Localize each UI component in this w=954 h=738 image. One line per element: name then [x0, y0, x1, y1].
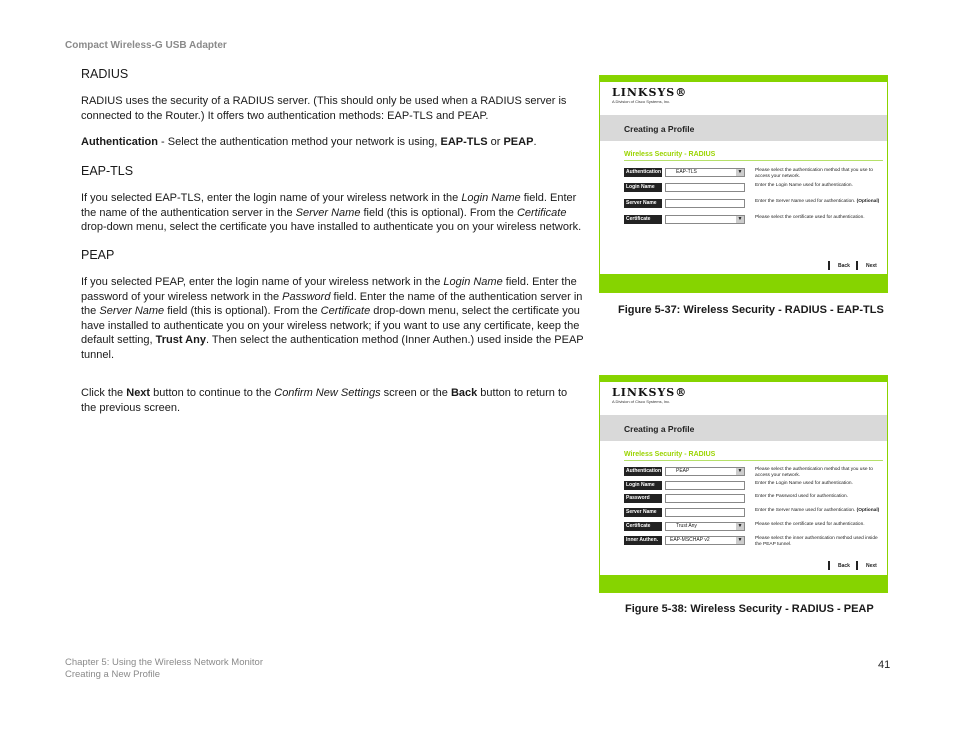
radius-heading: RADIUS — [81, 67, 129, 81]
field-label: Certificate — [624, 522, 662, 531]
authentication-select[interactable]: PEAP ▼ — [665, 467, 745, 476]
back-button[interactable]: Back — [838, 263, 850, 269]
help-text: Please select the authentication method that you use to access your network. — [755, 168, 873, 179]
field-label: Login Name — [624, 183, 662, 192]
dropdown-arrow-icon[interactable]: ▼ — [737, 537, 743, 543]
section-title: Wireless Security - RADIUS — [624, 151, 716, 158]
linksys-logo: LINKSYS® — [612, 386, 688, 399]
logo-subtitle: A Division of Cisco Systems, Inc. — [612, 399, 671, 404]
help-text: Enter the Server Name used for authentication. (Optional) — [755, 199, 880, 204]
field-label: Authentication — [626, 169, 661, 175]
field-label: Certificate — [624, 215, 662, 224]
radius-paragraph: RADIUS uses the security of a RADIUS server. (This should only be used when a RADIUS server is connected to the Router.) It offers two authentication methods: EAP-TLS and PEAP. — [81, 95, 567, 122]
dropdown-arrow-icon[interactable]: ▼ — [737, 523, 743, 529]
login-name-input[interactable] — [665, 183, 745, 192]
authentication-paragraph: Authentication - Select the authentication method your network is using, EAP-TLS or PEAP. — [81, 136, 537, 148]
server-name-input[interactable] — [665, 199, 745, 208]
back-button[interactable]: Back — [838, 563, 850, 569]
dropdown-arrow-icon[interactable]: ▼ — [737, 169, 743, 175]
dropdown-arrow-icon[interactable]: ▼ — [737, 216, 743, 222]
field-label: Password — [624, 494, 662, 503]
authentication-select[interactable]: EAP-TLS ▼ — [665, 168, 745, 177]
help-text: Enter the Password used for authentication. — [755, 494, 849, 499]
help-text: Please select the certificate used for authentication. — [755, 215, 865, 220]
eaptls-paragraph: If you selected EAP-TLS, enter the login name of your wireless network in the Login Name field. Enter the name of the authentication server in the Server Name field (this is optional). From the Certificate drop-down menu, select the certificate you have installed to authenticate you on your wireless network. — [81, 192, 582, 233]
help-text: Enter the Server Name used for authentication. (Optional) — [755, 508, 880, 513]
section-divider — [624, 460, 883, 461]
dropdown-arrow-icon[interactable]: ▼ — [737, 468, 743, 474]
field-label: Server Name — [624, 508, 662, 517]
divider-icon — [856, 261, 858, 270]
peap-paragraph: If you selected PEAP, enter the login name of your wireless network in the Login Name field. Enter the password of your wireless network in the Password field. Enter the name of the authentication server in the Server Name field (this is optional). From the Certificate drop-down menu, select the certificate you have installed to authenticate you on your wireless network; if you want to use any certificate, keep the default setting, Trust Any. Then select the authentication method (Inner Authen.) used inside the PEAP tunnel. — [81, 276, 584, 361]
password-input[interactable] — [665, 494, 745, 503]
figure-caption: Figure 5-37: Wireless Security - RADIUS - EAP-TLS — [618, 304, 884, 316]
figure-eaptls-screenshot — [599, 75, 888, 293]
help-text: Please select the authentication method that you use to access your network. — [755, 467, 873, 478]
help-text: Enter the Login Name used for authentication. — [755, 481, 853, 486]
running-header: Compact Wireless-G USB Adapter — [65, 40, 227, 51]
page-number: 41 — [878, 659, 891, 671]
field-label: Login Name — [624, 481, 662, 490]
field-label: Inner Authen. — [624, 536, 662, 545]
next-paragraph: Click the Next button to continue to the Confirm New Settings screen or the Back button to return to the previous screen. — [81, 387, 568, 414]
linksys-logo: LINKSYS® — [612, 86, 688, 99]
figure-peap-screenshot — [599, 375, 888, 593]
section-divider — [624, 160, 883, 161]
inner-authen-select[interactable]: EAP-MSCHAP v2 ▼ — [665, 536, 745, 545]
next-button[interactable]: Next — [866, 263, 877, 269]
field-label: Authentication — [626, 468, 661, 474]
screenshot-title: Creating a Profile — [624, 424, 695, 434]
screenshot-title: Creating a Profile — [624, 124, 695, 134]
help-text: Please select the certificate used for authentication. — [755, 522, 865, 527]
certificate-select[interactable] — [665, 215, 745, 224]
section-title: Wireless Security - RADIUS — [624, 451, 716, 458]
footer-section: Creating a New Profile — [65, 669, 161, 680]
certificate-select[interactable]: Trust Any ▼ — [665, 522, 745, 531]
screenshot-bottom-bar — [600, 575, 887, 592]
logo-subtitle: A Division of Cisco Systems, Inc. — [612, 99, 671, 104]
divider-icon — [828, 561, 830, 570]
next-button[interactable]: Next — [866, 563, 877, 569]
help-text: Enter the Login Name used for authentication. — [755, 183, 853, 188]
server-name-input[interactable] — [665, 508, 745, 517]
login-name-input[interactable] — [665, 481, 745, 490]
screenshot-top-bar — [600, 376, 887, 382]
peap-heading: PEAP — [81, 248, 115, 262]
eaptls-heading: EAP-TLS — [81, 164, 134, 178]
footer-chapter: Chapter 5: Using the Wireless Network Monitor — [65, 657, 263, 668]
screenshot-top-bar — [600, 76, 887, 82]
help-text: Please select the inner authentication method used inside the PEAP tunnel. — [755, 536, 878, 547]
field-label: Server Name — [624, 199, 662, 208]
divider-icon — [828, 261, 830, 270]
figure-caption: Figure 5-38: Wireless Security - RADIUS - PEAP — [625, 603, 874, 615]
screenshot-bottom-bar — [600, 274, 887, 292]
divider-icon — [856, 561, 858, 570]
